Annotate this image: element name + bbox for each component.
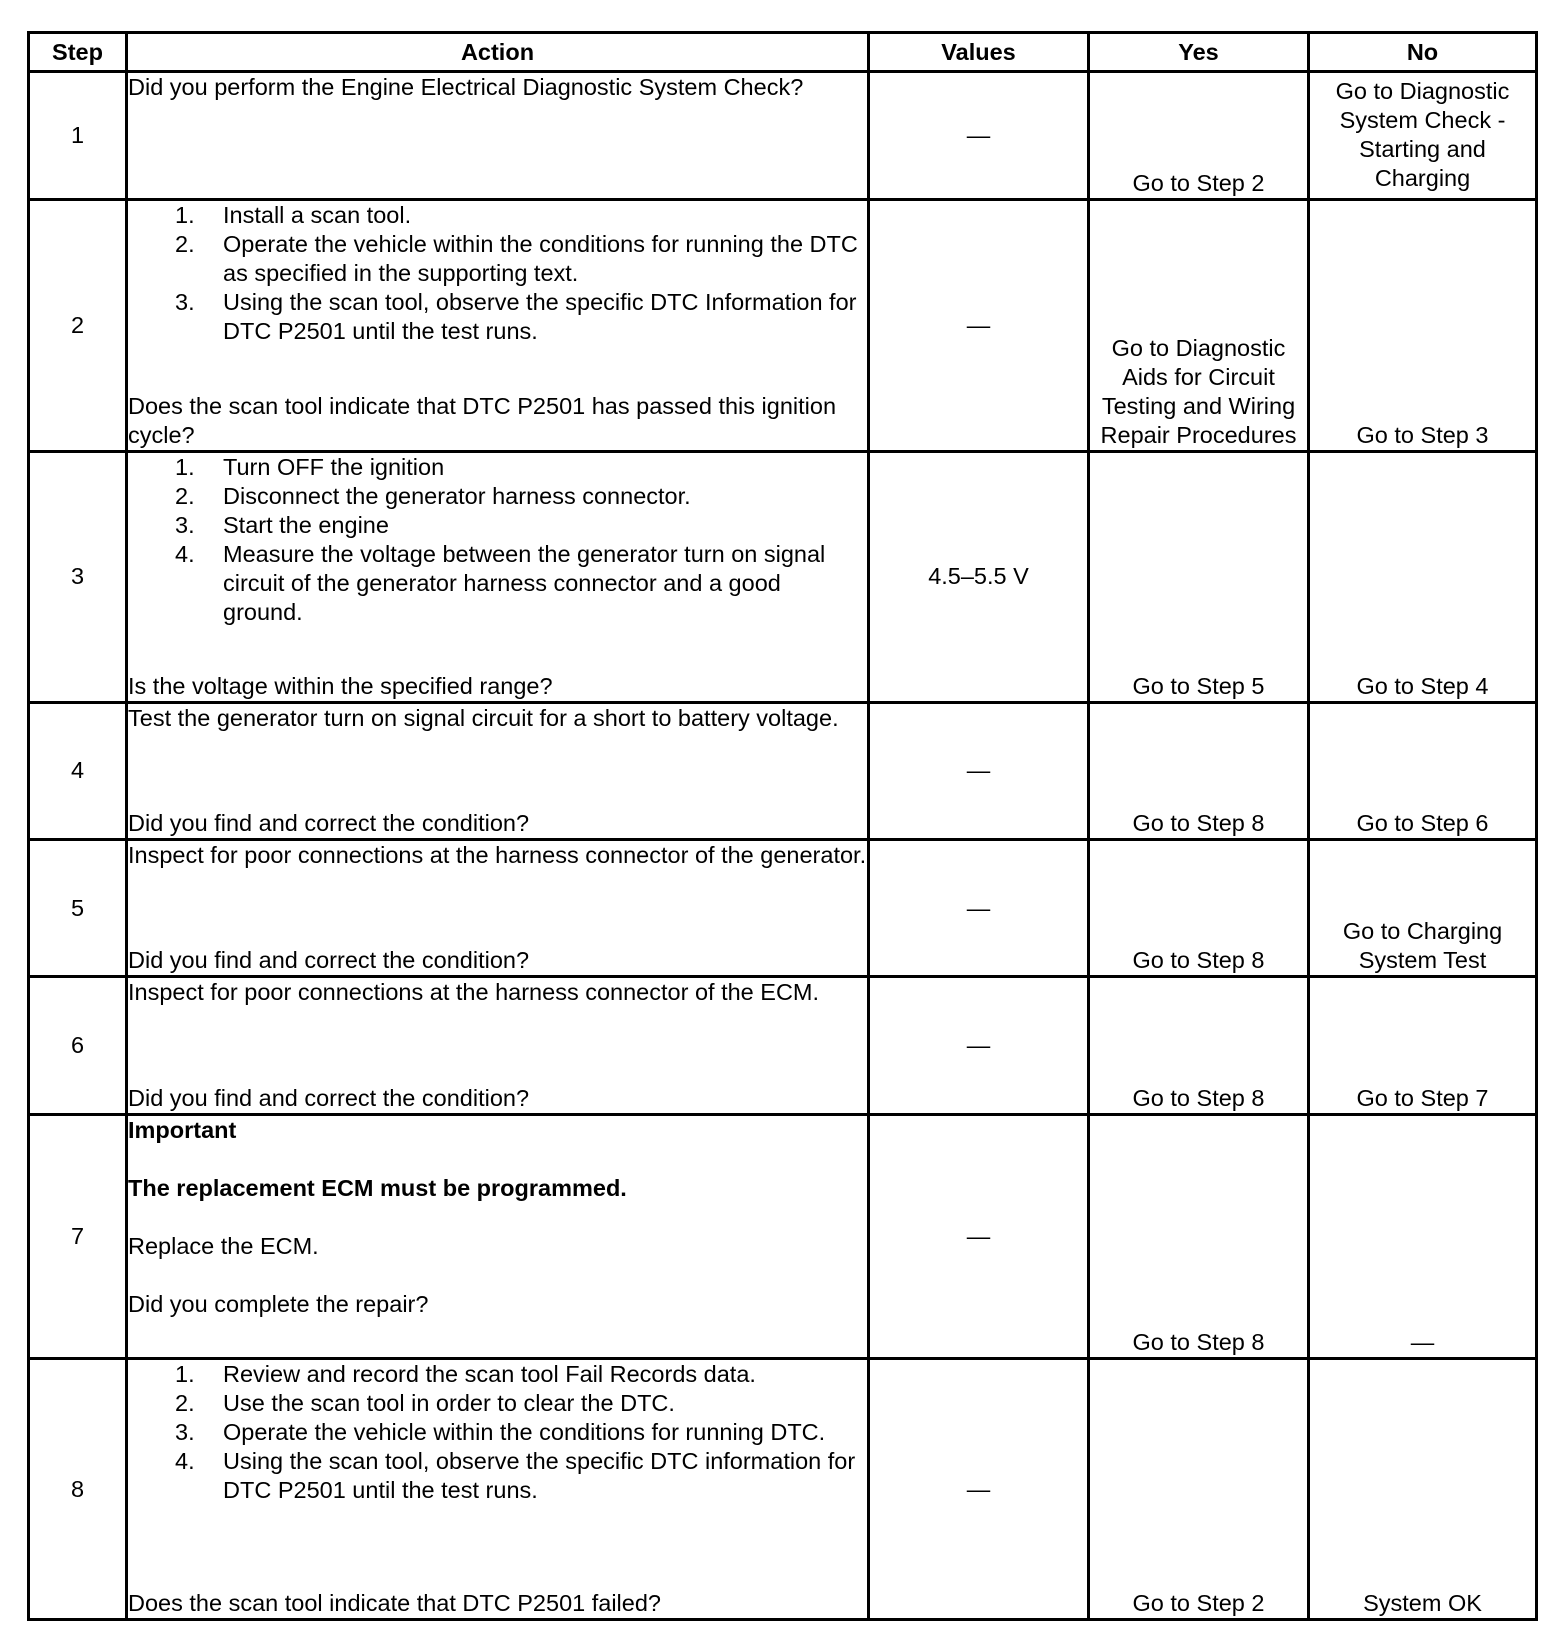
values-cell: — [869,200,1089,451]
action-question: Did you find and correct the condition? [128,947,530,974]
yes-cell: Go to Step 8 [1089,977,1309,1115]
action-cell [127,200,869,451]
step-number: 7 [29,1115,127,1359]
action-question: Did you find and correct the condition? [128,1085,530,1112]
no-cell: Go to Charging System Test [1309,839,1537,977]
table-row [29,1115,1537,1359]
list-item: 2. Use the scan tool in order to clear the DTC. [175,1390,675,1417]
no-cell: Go to Step 4 [1309,451,1537,702]
important-label: Important [128,1117,237,1144]
header-no: No [1309,33,1537,72]
no-cell: Go to Step 6 [1309,703,1537,840]
list-item: 1. Install a scan tool. [175,202,412,229]
yes-cell: Go to Step 8 [1089,1115,1309,1359]
yes-cell: Go to Step 8 [1089,839,1309,977]
action-cell [127,839,869,977]
list-item: 3. Operate the vehicle within the conditions for running DTC. [175,1419,826,1446]
diagnostic-table [27,31,1538,1621]
step-number: 8 [29,1359,127,1620]
list-item: 2. Operate the vehicle within the conditions for running the DTC as specified in the supporting text. [175,231,858,287]
values-cell: — [869,1115,1089,1359]
table-row [29,451,1537,702]
list-item: 4. Measure the voltage between the generator turn on signal circuit of the generator harness connector and a good ground. [175,540,826,625]
action-cell [127,451,869,702]
action-text: Did you perform the Engine Electrical Diagnostic System Check? [128,74,804,100]
step-number: 1 [29,72,127,200]
values-cell: 4.5–5.5 V [869,451,1089,702]
action-text: Replace the ECM. [128,1233,319,1260]
yes-cell: Go to Step 5 [1089,451,1309,702]
action-cell [127,72,869,200]
header-row [29,33,1537,72]
action-cell [127,977,869,1115]
no-cell: — [1309,1115,1537,1359]
list-item: 3. Start the engine [175,511,389,538]
header-values: Values [869,33,1089,72]
substep-list [128,453,867,627]
step-number: 6 [29,977,127,1115]
list-item: 2. Disconnect the generator harness connector. [175,482,691,509]
action-question: Does the scan tool indicate that DTC P2501 failed? [128,1590,661,1616]
values-cell: — [869,72,1089,200]
table-row [29,977,1537,1115]
step-number: 4 [29,703,127,840]
action-cell [127,1359,869,1620]
action-cell [127,1115,869,1359]
action-cell [127,703,869,840]
values-cell: — [869,977,1089,1115]
yes-cell: Go to Diagnostic Aids for Circuit Testing and Wiring Repair Procedures [1089,200,1309,451]
table-row [29,1359,1537,1620]
important-text: The replacement ECM must be programmed. [128,1175,627,1202]
list-item: 1. Review and record the scan tool Fail Records data. [175,1361,756,1388]
substep-list [128,201,867,346]
substep-list [128,1360,867,1505]
table-row [29,72,1537,200]
action-text: Inspect for poor connections at the harness connector of the ECM. [128,979,820,1006]
list-item: 1. Turn OFF the ignition [175,453,445,480]
header-step: Step [29,33,127,72]
action-question: Is the voltage within the specified range? [128,673,553,700]
values-cell: — [869,703,1089,840]
no-cell: Go to Step 3 [1309,200,1537,451]
table-row [29,839,1537,977]
no-cell: System OK [1309,1359,1537,1620]
action-question: Did you find and correct the condition? [128,809,530,836]
header-yes: Yes [1089,33,1309,72]
yes-cell: Go to Step 8 [1089,703,1309,840]
action-question: Did you complete the repair? [128,1291,429,1318]
no-cell: Go to Step 7 [1309,977,1537,1115]
action-question: Does the scan tool indicate that DTC P2501 has passed this ignition cycle? [128,392,837,448]
no-cell: Go to Diagnostic System Check - Starting and Charging [1309,72,1537,200]
yes-cell: Go to Step 2 [1089,72,1309,200]
step-number: 2 [29,200,127,451]
step-number: 3 [29,451,127,702]
action-text: Inspect for poor connections at the harness connector of the generator. [128,841,867,868]
yes-cell: Go to Step 2 [1089,1359,1309,1620]
values-cell: — [869,839,1089,977]
table-row [29,200,1537,451]
table-row [29,703,1537,840]
list-item: 4. Using the scan tool, observe the specific DTC information for DTC P2501 until the test runs. [175,1448,856,1504]
action-text: Test the generator turn on signal circuit for a short to battery voltage. [128,705,839,732]
values-cell: — [869,1359,1089,1620]
step-number: 5 [29,839,127,977]
header-action: Action [127,33,869,72]
list-item: 3. Using the scan tool, observe the specific DTC Information for DTC P2501 until the test runs. [175,289,857,345]
